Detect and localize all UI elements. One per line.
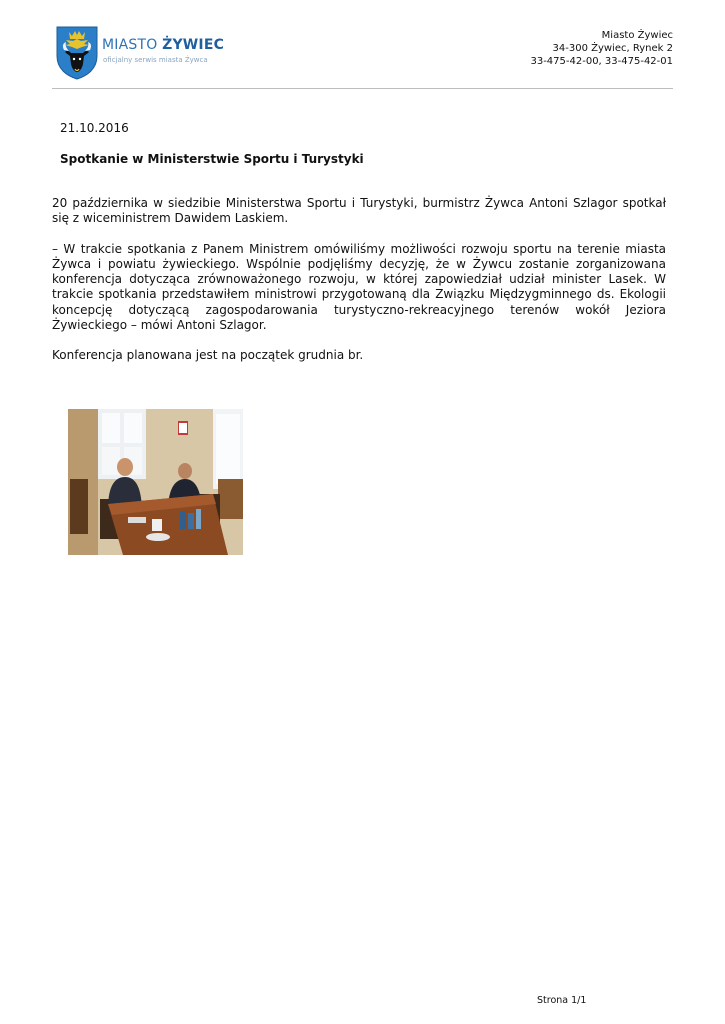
contact-address (530, 29, 673, 68)
address-line: Miasto Żywiec (601, 30, 673, 41)
header-divider (52, 88, 673, 89)
article-paragraph: Konferencja planowana jest na początek grudnia br. (52, 348, 364, 363)
brand-name-light: MIASTO (102, 37, 163, 53)
article-photo[interactable] (68, 409, 243, 555)
article-paragraph: – W trakcie spotkania z Panem Ministrem omówiliśmy możliwości rozwoju sportu na terenie miasta Żywca i powiatu żywieckiego. Wspólnie podjęliśmy decyzję, że w Żywcu zostanie zorganizowana konferencja dotycząca zrównoważonego rozwoju, w której zapowiedział udział minister Lasek. W trakcie spotkania przedstawiłem ministrowi przygotowaną dla Związku Międzygminnego ds. Ekologii koncepcję dotyczącą zagospodarowania turystyczno-rekreacyjnego terenów wokół Jeziora Żywieckiego – mówi Antoni Szlagor. (52, 241, 666, 333)
address-line: 33-475-42-00, 33-475-42-01 (530, 56, 673, 67)
site-logo[interactable] (56, 26, 236, 82)
brand-name (102, 37, 224, 53)
meeting-photo-image (68, 409, 243, 555)
article-date: 21.10.2016 (60, 121, 129, 135)
article-title: Spotkanie w Ministerstwie Sportu i Turystyki (60, 152, 364, 166)
article-body (52, 196, 666, 379)
article-paragraph: 20 października w siedzibie Ministerstwa Sportu i Turystyki, burmistrz Żywca Antoni Szlagor spotkał się z wiceministrem Dawidem Laskiem. (52, 196, 666, 226)
brand-name-bold: ŻYWIEC (162, 37, 225, 53)
page-number: Strona 1/1 (537, 995, 587, 1006)
coat-of-arms-icon (56, 26, 98, 80)
brand-tagline: oficjalny serwis miasta Żywca (103, 56, 208, 64)
address-line: 34-300 Żywiec, Rynek 2 (552, 43, 673, 54)
